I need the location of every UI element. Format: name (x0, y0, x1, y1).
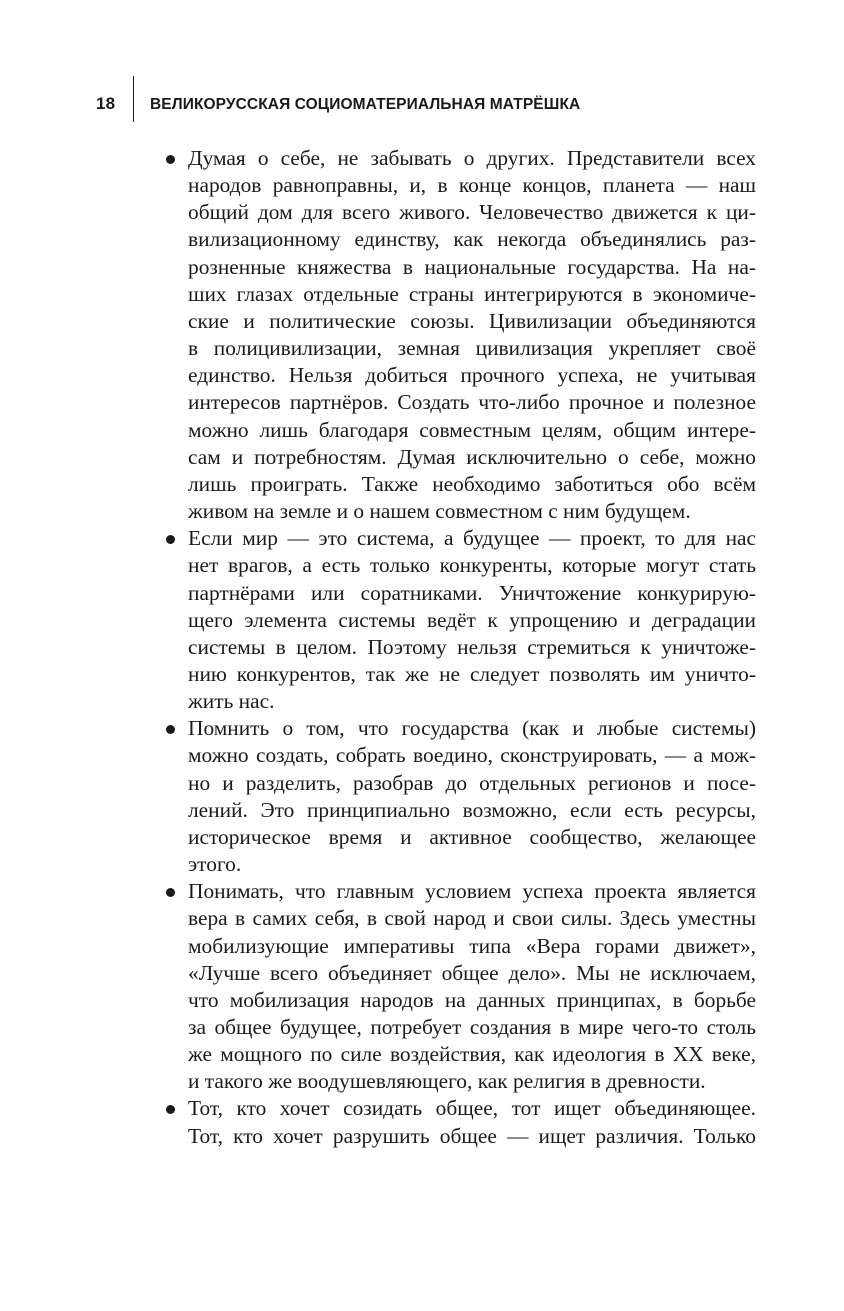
text-line: Помнить о том, что государства (как и любые системы) (188, 716, 756, 741)
text-line: нет врагов, а есть только конкуренты, которые могут стать (188, 553, 756, 578)
bullet-item (166, 878, 756, 1095)
page-number: 18 (96, 94, 116, 113)
text-line: но и разделить, разобрав до отдельных регионов и посе- (188, 770, 756, 795)
text-line: Тот, кто хочет созидать общее, тот ищет объединяющее. (188, 1096, 756, 1121)
text-line: единство. Нельзя добиться прочного успеха, не учитывая (188, 363, 756, 388)
text-line: общий дом для всего живого. Человечество движется к ци- (188, 200, 756, 225)
text-line: лений. Это принципиально возможно, если есть ресурсы, (188, 797, 756, 822)
text-line: за общее будущее, потребует создания в мире чего-то столь (188, 1015, 756, 1039)
running-head (0, 0, 844, 130)
text-line: системы в целом. Поэтому нельзя стремиться к уничтоже- (188, 634, 756, 659)
text-line: «Лучше всего объединяет общее дело». Мы не исключаем, (188, 960, 756, 985)
text-line: можно лишь благодаря совместным целям, общим интере- (188, 417, 756, 442)
text-line: Понимать, что главным условием успеха проекта является (188, 879, 756, 904)
text-line: жить нас. (188, 689, 275, 714)
bullet-dot-icon (166, 535, 175, 544)
text-line: интересов партнёров. Создать что-либо прочное и полезное (188, 390, 756, 415)
bullet-list (166, 145, 756, 1150)
text-line: Думая о себе, не забывать о других. Представители всех (188, 146, 756, 170)
text-line: народов равноправны, и, в конце концов, планета — наш (188, 173, 756, 198)
bullet-dot-icon (166, 888, 175, 897)
text-line: вилизационному единству, как некогда объединялись раз- (188, 227, 756, 252)
text-line: живом на земле и о нашем совместном с ним будущем. (188, 499, 691, 524)
text-line: партнёрами или соратниками. Уничтожение конкурирую- (188, 580, 756, 605)
text-line: и такого же воодушевляющего, как религия в древности. (188, 1069, 706, 1094)
text-line: Если мир — это система, а будущее — проект, то для нас (188, 526, 756, 551)
text-line: в полицивилизации, земная цивилизация укрепляет своё (188, 336, 756, 361)
bullet-item (166, 1095, 756, 1149)
bullet-item (166, 145, 756, 525)
text-line: мобилизующие императивы типа «Вера горами движет», (188, 933, 756, 958)
bullet-dot-icon (166, 1105, 175, 1114)
text-line: розненные княжества в национальные государства. На на- (188, 254, 756, 279)
text-line: ших глазах отдельные страны интегрируются в экономиче- (188, 281, 756, 306)
text-line: лишь проиграть. Также необходимо заботиться обо всём (188, 471, 756, 496)
text-line: же мощного по силе воздействия, как идеология в XX веке, (188, 1042, 756, 1067)
bullet-dot-icon (166, 725, 175, 734)
text-line: нию конкурентов, так же не следует позволять им уничто- (188, 661, 756, 686)
text-line: Тот, кто хочет разрушить общее — ищет различия. Только (188, 1123, 756, 1148)
text-line: этого. (188, 852, 242, 877)
text-line: что мобилизация народов на данных принципах, в борьбе (188, 987, 756, 1012)
text-line: ские и политические союзы. Цивилизации объединяются (188, 308, 756, 333)
text-line: щего элемента системы ведёт к упрощению и деградации (188, 607, 756, 632)
bullet-item (166, 525, 756, 715)
bullet-item (166, 715, 756, 878)
text-line: можно создать, собрать воедино, сконструировать, — а мож- (188, 743, 756, 768)
running-title: ВЕЛИКОРУССКАЯ СОЦИОМАТЕРИАЛЬНАЯ МАТРЁШКА (150, 96, 581, 113)
bullet-dot-icon (166, 155, 175, 164)
text-line: историческое время и активное сообщество, желающее (188, 824, 756, 849)
text-line: сам и потребностям. Думая исключительно о себе, можно (188, 444, 756, 469)
header-divider (133, 76, 134, 122)
text-line: вера в самих себя, в свой народ и свои силы. Здесь уместны (188, 906, 756, 931)
